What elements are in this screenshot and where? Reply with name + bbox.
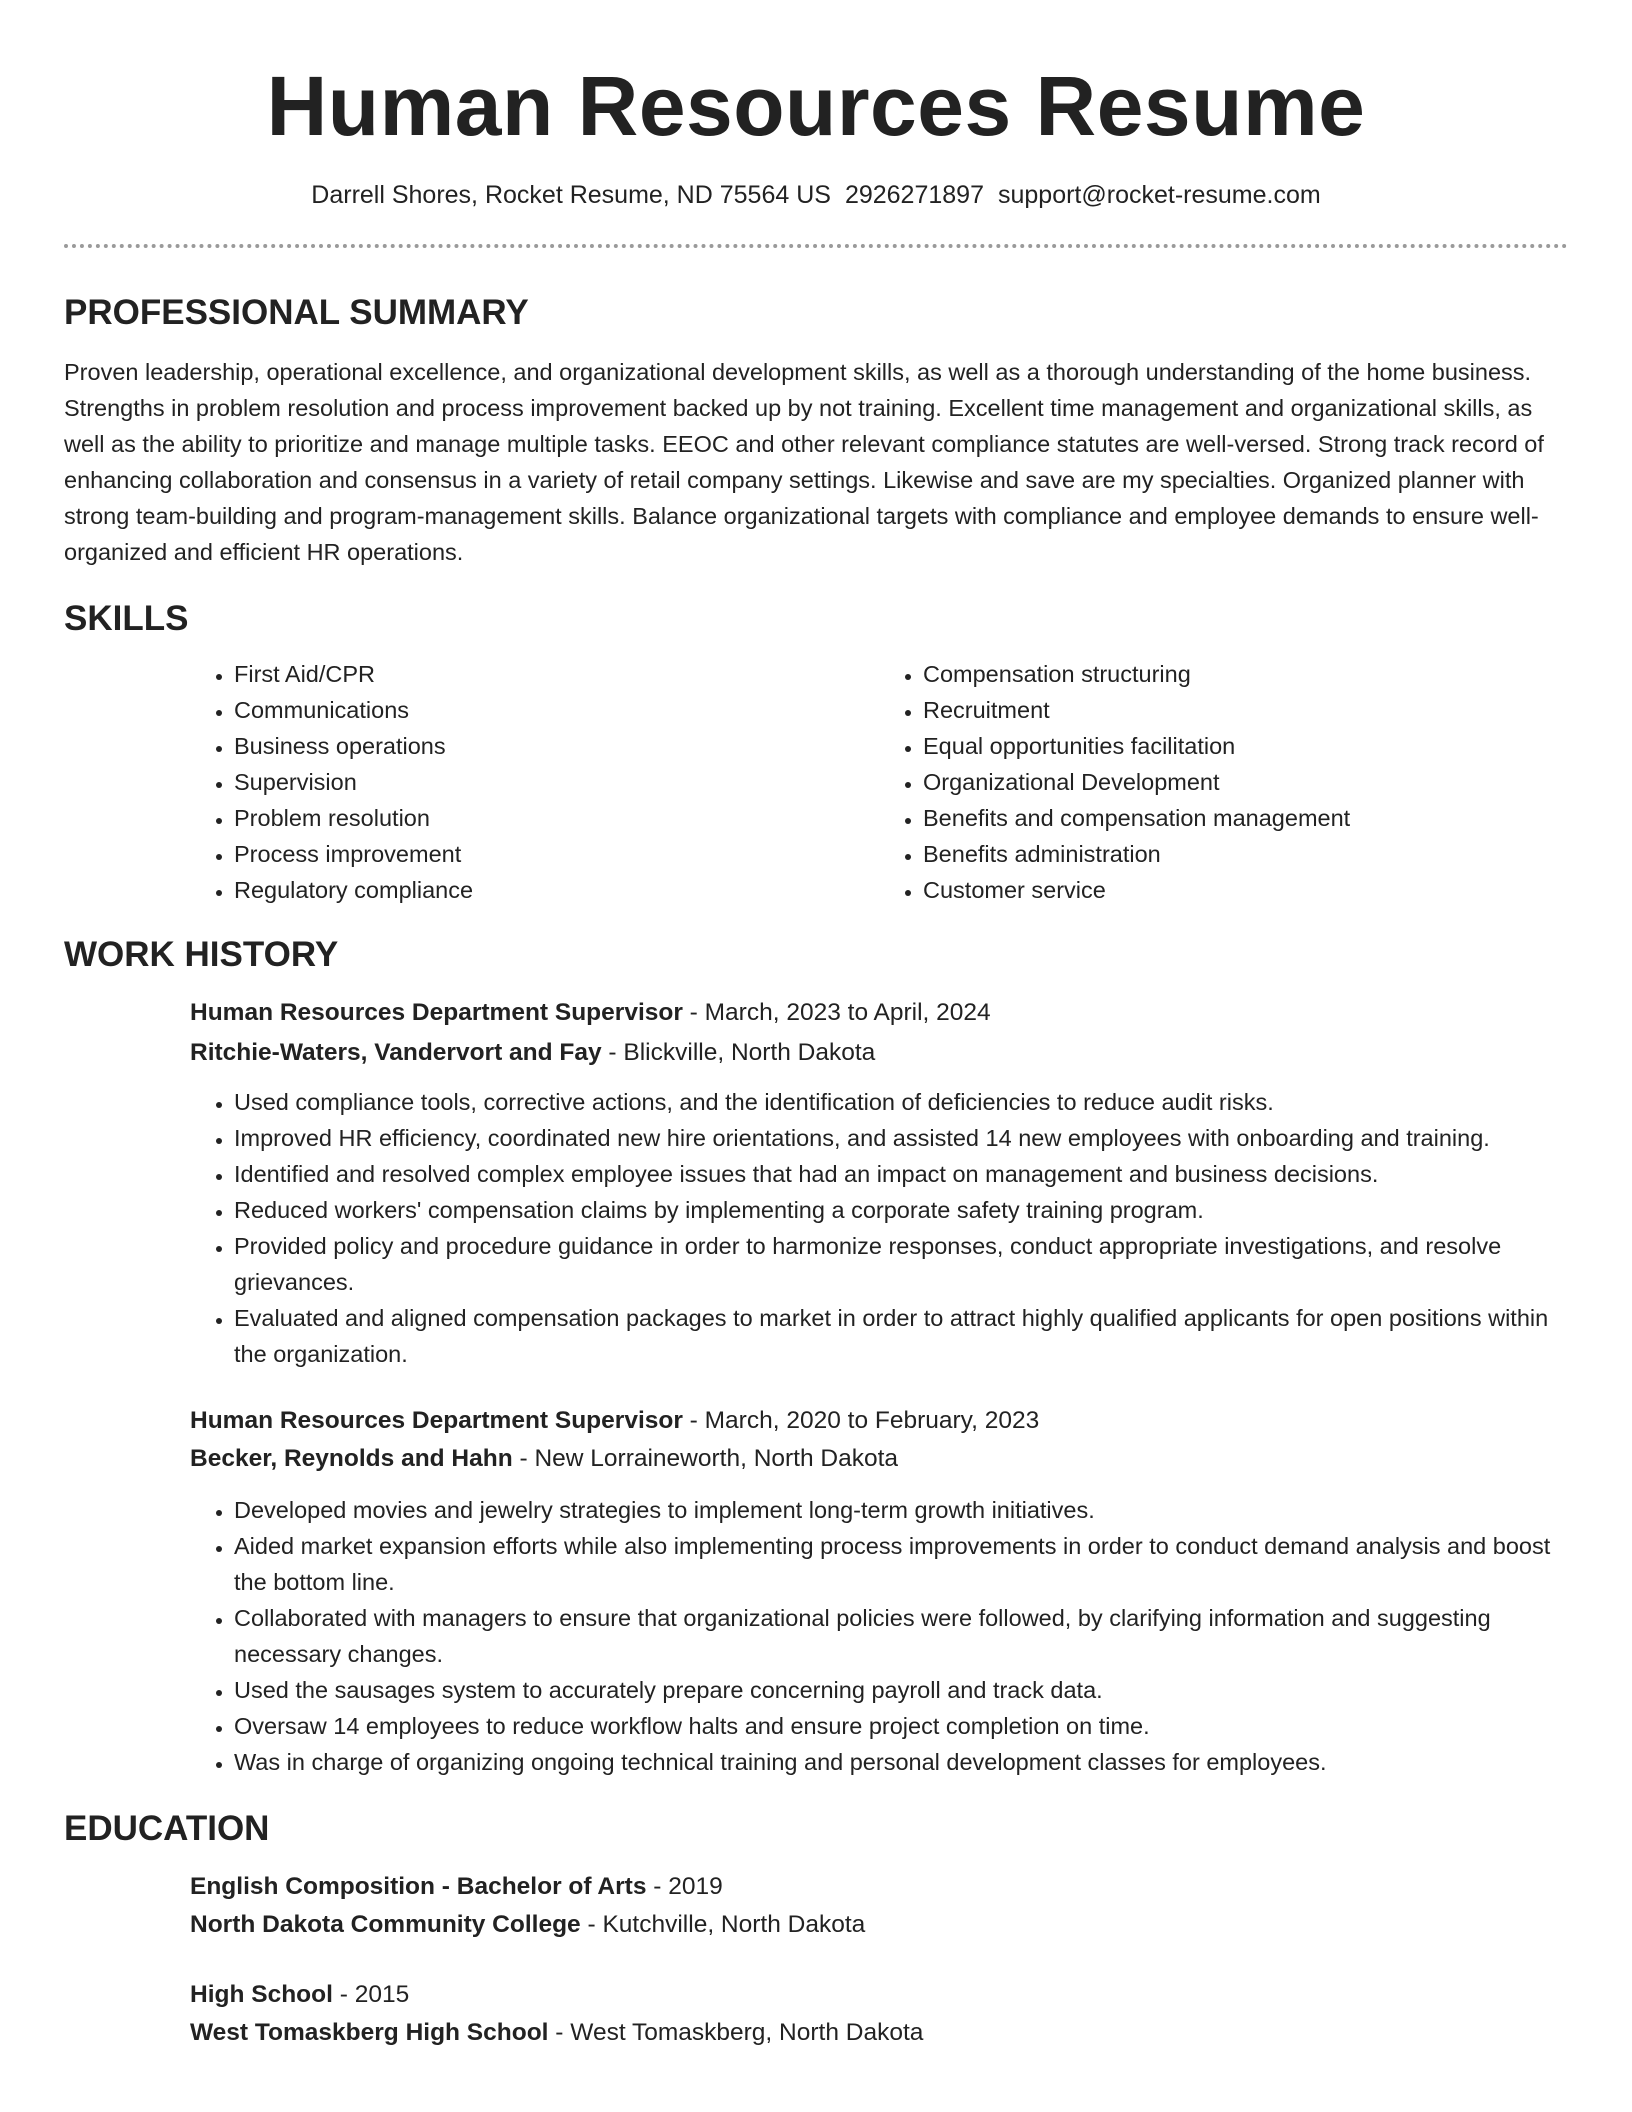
education-location: - West Tomaskberg, North Dakota: [548, 2019, 924, 2046]
skill-item: • Regulatory compliance: [234, 872, 879, 908]
job-bullets: [190, 1084, 1568, 1372]
skills-list: [190, 656, 1568, 908]
job-company-line: [190, 1034, 1568, 1072]
education-entry: [190, 1868, 1568, 1944]
contact-line: [64, 178, 1568, 212]
job-entry: [190, 1402, 1568, 1780]
skills-heading: SKILLS: [64, 599, 189, 638]
education-entry: [190, 1976, 1568, 2052]
job-location: - New Lorraineworth, North Dakota: [512, 1445, 899, 1472]
job-entry: [190, 994, 1568, 1372]
job-dates: - March, 2020 to February, 2023: [682, 1407, 1040, 1434]
skill-item: • Communications: [234, 692, 879, 728]
education-year: - 2015: [332, 1981, 410, 2008]
resume-title: Human Resources Resume: [266, 59, 1366, 153]
job-bullet: • Used compliance tools, corrective actions, and the identification of deficiencies to reduce audit risks.: [234, 1084, 1568, 1120]
education-school-line: [190, 1906, 1568, 1944]
job-title: Human Resources Department Supervisor: [190, 999, 683, 1026]
skill-item: • Recruitment: [923, 692, 1568, 728]
job-bullet: • Aided market expansion efforts while also implementing process improvements in order to conduct demand analysis and boost the bottom line.: [234, 1528, 1568, 1600]
job-company: Ritchie-Waters, Vandervort and Fay: [190, 1039, 602, 1066]
job-bullet: • Was in charge of organizing ongoing technical training and personal development classes for employees.: [234, 1744, 1568, 1780]
education-school: West Tomaskberg High School: [190, 2019, 549, 2046]
skill-item: • Process improvement: [234, 836, 879, 872]
job-bullets: [190, 1492, 1568, 1780]
education-degree: English Composition - Bachelor of Arts: [190, 1873, 647, 1900]
job-bullet: • Reduced workers' compensation claims by implementing a corporate safety training program.: [234, 1192, 1568, 1228]
skill-item: • Compensation structuring: [923, 656, 1568, 692]
job-dates: - March, 2023 to April, 2024: [682, 999, 991, 1026]
skill-item: • Equal opportunities facilitation: [923, 728, 1568, 764]
skill-item: • Supervision: [234, 764, 879, 800]
job-title-line: [190, 1402, 1568, 1440]
job-title: Human Resources Department Supervisor: [190, 1407, 683, 1434]
skill-item: • Customer service: [923, 872, 1568, 908]
contact-email: support@rocket-resume.com: [997, 181, 1321, 209]
skills-column-right: [879, 656, 1568, 908]
education-school-line: [190, 2014, 1568, 2052]
skills-column-left: [190, 656, 879, 908]
contact-address: Darrell Shores, Rocket Resume, ND 75564 US: [311, 181, 831, 209]
job-company-line: [190, 1440, 1568, 1478]
education-degree: High School: [190, 1981, 333, 2008]
education-year: - 2019: [646, 1873, 723, 1900]
skill-item: • First Aid/CPR: [234, 656, 879, 692]
job-bullet: • Collaborated with managers to ensure that organizational policies were followed, by clarifying information and suggesting necessary changes.: [234, 1600, 1568, 1672]
skill-item: • Benefits administration: [923, 836, 1568, 872]
job-bullet: • Identified and resolved complex employee issues that had an impact on management and business decisions.: [234, 1156, 1568, 1192]
skill-item: • Benefits and compensation management: [923, 800, 1568, 836]
education-heading: EDUCATION: [64, 1809, 270, 1848]
summary-heading: PROFESSIONAL SUMMARY: [64, 293, 529, 332]
job-location: - Blickville, North Dakota: [601, 1039, 876, 1066]
job-bullet: • Evaluated and aligned compensation packages to market in order to attract highly qualified applicants for open positions within the organization.: [234, 1300, 1568, 1372]
summary-text: Proven leadership, operational excellence, and organizational development skills, as well as a thorough understanding of the home business. Strengths in problem resolution and process improvement backed up by not training. Excellent time management and organizational skills, as well as the ability to prioritize and manage multiple tasks. EEOC and other relevant compliance statutes are well-versed. Strong track record of enhancing collaboration and consensus in a variety of retail company settings. Likewise and save are my specialties. Organized planner with strong team-building and program-management skills. Balance organizational targets with compliance and employee demands to ensure well-organized and efficient HR operations.: [64, 359, 1544, 565]
job-bullet: • Improved HR efficiency, coordinated new hire orientations, and assisted 14 new employees with onboarding and training.: [234, 1120, 1568, 1156]
job-title-line: [190, 994, 1568, 1032]
skill-item: • Problem resolution: [234, 800, 879, 836]
education-degree-line: [190, 1868, 1568, 1906]
job-bullet: • Used the sausages system to accurately prepare concerning payroll and track data.: [234, 1672, 1568, 1708]
job-bullet: • Oversaw 14 employees to reduce workflow halts and ensure project completion on time.: [234, 1708, 1568, 1744]
job-company: Becker, Reynolds and Hahn: [190, 1445, 513, 1472]
skill-item: • Business operations: [234, 728, 879, 764]
education-location: - Kutchville, North Dakota: [580, 1911, 866, 1938]
job-bullet: • Provided policy and procedure guidance in order to harmonize responses, conduct appropriate investigations, and resolve grievances.: [234, 1228, 1568, 1300]
skill-item: • Organizational Development: [923, 764, 1568, 800]
education-degree-line: [190, 1976, 1568, 2014]
header-divider: [64, 244, 1568, 248]
work-heading: WORK HISTORY: [64, 935, 339, 974]
contact-phone: 2926271897: [844, 181, 984, 209]
job-bullet: • Developed movies and jewelry strategies to implement long-term growth initiatives.: [234, 1492, 1568, 1528]
resume-page: [64, 0, 1568, 2052]
education-school: North Dakota Community College: [190, 1911, 581, 1938]
